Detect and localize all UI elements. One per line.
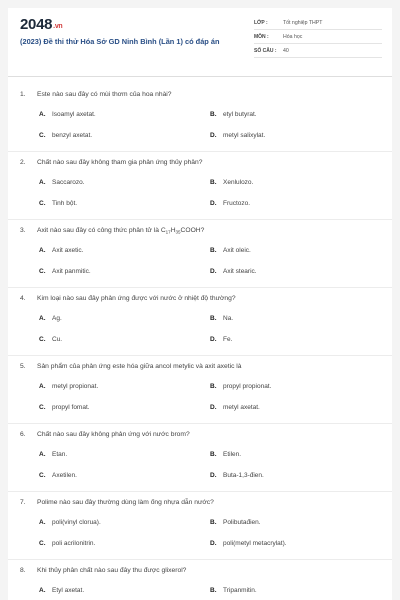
option-b[interactable] <box>210 451 241 458</box>
option-text: benzyl axetat. <box>52 132 93 139</box>
question-stem-pre: Axit nào sau đây có công thức phân tử là C <box>37 227 166 234</box>
option-text: poli acrilonitrin. <box>52 540 96 547</box>
option-a[interactable] <box>39 451 67 458</box>
option-c[interactable] <box>39 472 77 479</box>
option-a[interactable] <box>39 247 83 254</box>
question-text <box>20 91 380 98</box>
question-text <box>20 567 380 574</box>
meta-value: Hóa học <box>283 33 303 40</box>
option-text: Xenlulozo. <box>223 179 254 186</box>
option-letter: B. <box>210 247 217 254</box>
option-text: Fructozo. <box>223 200 251 207</box>
option-letter: B. <box>210 519 217 526</box>
meta-label: LỚP : <box>254 19 268 26</box>
option-text: Cu. <box>52 336 63 343</box>
question-stem: Este nào sau đây có mùi thơm của hoa nhài? <box>37 91 172 98</box>
option-text: Axit stearic. <box>223 268 257 275</box>
question-number: 3. <box>20 227 26 234</box>
option-text: etyl butyrat. <box>223 111 257 118</box>
option-letter: A. <box>39 519 46 526</box>
option-text: Polibutađien. <box>223 519 261 526</box>
option-c[interactable] <box>39 540 95 547</box>
option-b[interactable] <box>210 383 271 390</box>
question-text <box>20 499 380 506</box>
option-text: Tinh bột. <box>52 200 78 207</box>
question-item <box>8 424 392 492</box>
option-letter: C. <box>39 404 46 411</box>
option-letter: B. <box>210 179 217 186</box>
option-letter: D. <box>210 540 217 547</box>
question-text <box>20 363 380 370</box>
exam-meta <box>254 16 382 58</box>
option-b[interactable] <box>210 519 261 526</box>
option-letter: D. <box>210 404 217 411</box>
meta-row-subject <box>254 30 382 44</box>
option-text: Etan. <box>52 451 68 458</box>
option-c[interactable] <box>39 336 62 343</box>
question-stem: Polime nào sau đây thường dùng làm ống nhựa dẫn nước? <box>37 499 214 506</box>
question-text <box>20 159 380 166</box>
question-item <box>8 356 392 424</box>
option-letter: B. <box>210 451 217 458</box>
question-number: 1. <box>20 91 26 98</box>
logo-text: 2048 <box>20 16 53 33</box>
meta-row-class <box>254 16 382 30</box>
option-letter: A. <box>39 179 46 186</box>
option-c[interactable] <box>39 268 91 275</box>
option-letter: B. <box>210 587 217 594</box>
header-divider <box>8 76 392 77</box>
logo-tld: .vn <box>53 23 63 30</box>
option-text: Isoamyl axetat. <box>52 111 96 118</box>
question-number: 6. <box>20 431 26 438</box>
option-letter: C. <box>39 540 46 547</box>
option-text: poli(metyl metacrylat). <box>223 540 287 547</box>
option-letter: C. <box>39 268 46 275</box>
option-b[interactable] <box>210 587 257 594</box>
option-letter: D. <box>210 200 217 207</box>
question-text <box>20 431 380 438</box>
option-letter: B. <box>210 383 217 390</box>
option-letter: A. <box>39 247 46 254</box>
option-a[interactable] <box>39 519 101 526</box>
option-d[interactable] <box>210 404 260 411</box>
option-letter: C. <box>39 132 46 139</box>
option-letter: D. <box>210 268 217 275</box>
question-item <box>8 84 392 152</box>
option-d[interactable] <box>210 200 250 207</box>
meta-row-count <box>254 44 382 58</box>
meta-label: SỐ CÂU : <box>254 47 277 54</box>
option-letter: D. <box>210 472 217 479</box>
exam-title: (2023) Đề thi thử Hóa Sở GD Ninh Bình (Lần 1) có đáp án <box>20 37 220 46</box>
option-letter: B. <box>210 315 217 322</box>
option-a[interactable] <box>39 111 96 118</box>
page-header <box>8 8 392 68</box>
question-number: 4. <box>20 295 26 302</box>
option-b[interactable] <box>210 315 233 322</box>
option-text: Axit panmitic. <box>52 268 91 275</box>
option-text: metyl axetat. <box>223 404 260 411</box>
question-number: 5. <box>20 363 26 370</box>
option-text: Axetilen. <box>52 472 77 479</box>
option-letter: A. <box>39 111 46 118</box>
question-item <box>8 220 392 288</box>
question-stem: Khi thủy phân chất nào sau đây thu được glixerol? <box>37 567 187 574</box>
option-text: propyl propionat. <box>223 383 272 390</box>
option-letter: A. <box>39 451 46 458</box>
option-b[interactable] <box>210 179 253 186</box>
option-a[interactable] <box>39 587 84 594</box>
question-stem: Kim loại nào sau đây phản ứng được với nước ở nhiệt độ thường? <box>37 295 236 302</box>
option-d[interactable] <box>210 336 232 343</box>
question-text <box>20 227 380 235</box>
option-letter: C. <box>39 336 46 343</box>
question-item <box>8 152 392 220</box>
option-text: Etilen. <box>223 451 242 458</box>
question-item <box>8 560 392 600</box>
option-text: Buta-1,3-đien. <box>223 472 264 479</box>
option-text: metyl propionat. <box>52 383 99 390</box>
option-text: metyl salixylat. <box>223 132 266 139</box>
question-text <box>20 295 380 302</box>
option-text: Etyl axetat. <box>52 587 85 594</box>
option-letter: D. <box>210 132 217 139</box>
option-letter: B. <box>210 111 217 118</box>
formula-subscript: 35 <box>175 229 181 235</box>
meta-value: Tốt nghiệp THPT <box>283 19 323 26</box>
option-letter: D. <box>210 336 217 343</box>
option-a[interactable] <box>39 383 98 390</box>
option-d[interactable] <box>210 132 265 139</box>
option-text: Axit oleic. <box>223 247 251 254</box>
option-d[interactable] <box>210 540 287 547</box>
question-list <box>8 84 392 600</box>
question-stem: Chất nào sau đây không phản ứng với nước brom? <box>37 431 190 438</box>
option-c[interactable] <box>39 132 92 139</box>
question-number: 7. <box>20 499 26 506</box>
site-logo[interactable] <box>20 16 62 33</box>
option-c[interactable] <box>39 404 90 411</box>
question-item <box>8 288 392 356</box>
option-c[interactable] <box>39 200 77 207</box>
option-text: propyl fomat. <box>52 404 90 411</box>
option-text: poli(vinyl clorua). <box>52 519 101 526</box>
option-letter: A. <box>39 587 46 594</box>
option-text: Na. <box>223 315 234 322</box>
option-a[interactable] <box>39 315 62 322</box>
meta-value: 40 <box>283 47 289 54</box>
option-text: Tripanmitin. <box>223 587 257 594</box>
question-item <box>8 492 392 560</box>
option-text: Saccarozo. <box>52 179 85 186</box>
document-page <box>8 8 392 600</box>
question-number: 2. <box>20 159 26 166</box>
option-d[interactable] <box>210 472 264 479</box>
question-number: 8. <box>20 567 26 574</box>
question-stem-post: COOH? <box>180 227 205 234</box>
question-stem-mid: H <box>170 227 176 234</box>
option-text: Axit axetic. <box>52 247 84 254</box>
option-text: Fe. <box>223 336 233 343</box>
option-b[interactable] <box>210 247 251 254</box>
option-b[interactable] <box>210 111 257 118</box>
meta-label: MÔN : <box>254 33 269 40</box>
question-stem: Chất nào sau đây không tham gia phản ứng thủy phân? <box>37 159 203 166</box>
question-stem: Sản phẩm của phản ứng este hóa giữa ancol metylic và axit axetic là <box>37 363 242 370</box>
option-letter: C. <box>39 200 46 207</box>
option-text: Ag. <box>52 315 62 322</box>
option-letter: C. <box>39 472 46 479</box>
option-a[interactable] <box>39 179 85 186</box>
option-letter: A. <box>39 315 46 322</box>
formula-subscript: 17 <box>165 229 171 235</box>
option-d[interactable] <box>210 268 257 275</box>
option-letter: A. <box>39 383 46 390</box>
